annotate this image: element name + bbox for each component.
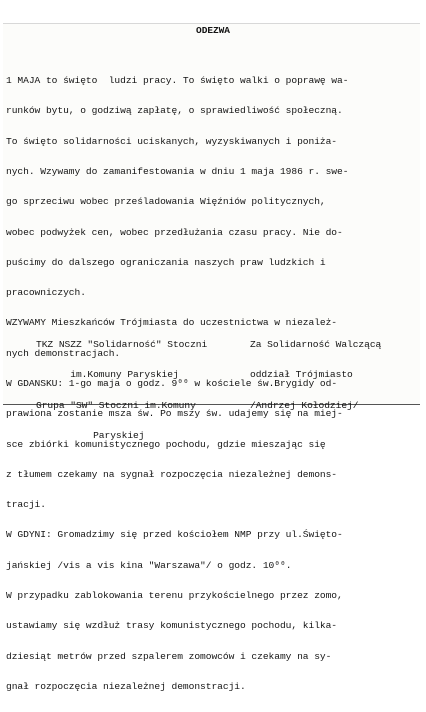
body-line: nych. Wzywamy do zamanifestowania w dniu 1 maja 1986 r. swe- bbox=[6, 166, 349, 178]
body-line: 1 MAJA to święto ludzi pracy. To święto walki o poprawę wa- bbox=[6, 75, 349, 87]
signature-line: TKZ NSZZ "Solidarność" Stoczni bbox=[36, 339, 208, 351]
body-line: ustawiamy się wzdłuż trasy komunistycznego pochodu, kilka- bbox=[6, 620, 338, 632]
body-line: WZYWAMY Mieszkańców Trójmiasta do uczestnictwa w niezależ- bbox=[6, 317, 338, 329]
document-title: ODEZWA bbox=[196, 25, 230, 36]
signature-line: im.Komuny Paryskiej bbox=[36, 369, 179, 381]
body-line: jańskiej /vis a vis kina "Warszawa"/ o godz. 10⁰⁰. bbox=[6, 559, 292, 571]
signature-left bbox=[36, 320, 207, 461]
body-line: tracji. bbox=[6, 499, 46, 511]
signature-line: Grupa "SW" Stoczni im.Komuny bbox=[36, 399, 196, 411]
signature-line: Za Solidarność Walczącą bbox=[250, 339, 382, 351]
body-line: nych demonstracjach. bbox=[6, 347, 121, 359]
body-line: z tłumem czekamy na sygnał rozpoczęcia niezależnej demons- bbox=[6, 468, 338, 480]
body-line: sce zbiórki komunistycznego pochodu, gdzie mieszając się bbox=[6, 438, 326, 450]
signature-line: oddział Trójmiasto bbox=[250, 369, 353, 381]
body-line: dziesiąt metrów przed szpalerem zomowców i czekamy na sy- bbox=[6, 650, 332, 662]
body-line: go sprzeciwu wobec prześladowania Więźniów politycznych, bbox=[6, 196, 326, 208]
body-line: W przypadku zablokowania terenu przykościelnego przez zomo, bbox=[6, 589, 343, 601]
body-line: prawiona zostanie msza św. Po mszy św. udajemy się na miej- bbox=[6, 408, 343, 420]
body-line: puścimy do dalszego ograniczania naszych praw ludzkich i bbox=[6, 256, 326, 268]
signature-line: Paryskiej bbox=[36, 430, 145, 442]
signature-right bbox=[250, 320, 381, 431]
body-line: gnał rozpoczęcia niezależnej demonstracji. bbox=[6, 680, 246, 692]
body-line: W GDANSKU: 1-go maja o godz. 9⁰⁰ w kościele św.Brygidy od- bbox=[6, 378, 338, 389]
signature-line: /Andrzej Kołodziej/ bbox=[250, 399, 359, 411]
body-line: W GDYNI: Gromadzimy się przed kościołem NMP przy ul.Święto- bbox=[6, 529, 343, 541]
body-line: runków bytu, o godziwą zapłatę, o sprawiedliwość społeczną. bbox=[6, 105, 343, 117]
body-line: wobec podwyżek cen, wobec przedłużania czasu pracy. Nie do- bbox=[6, 226, 343, 238]
body-line: pracowniczych. bbox=[6, 287, 86, 299]
body-line: To święto solidarności uciskanych, wyzyskiwanych i poniża- bbox=[6, 135, 338, 147]
